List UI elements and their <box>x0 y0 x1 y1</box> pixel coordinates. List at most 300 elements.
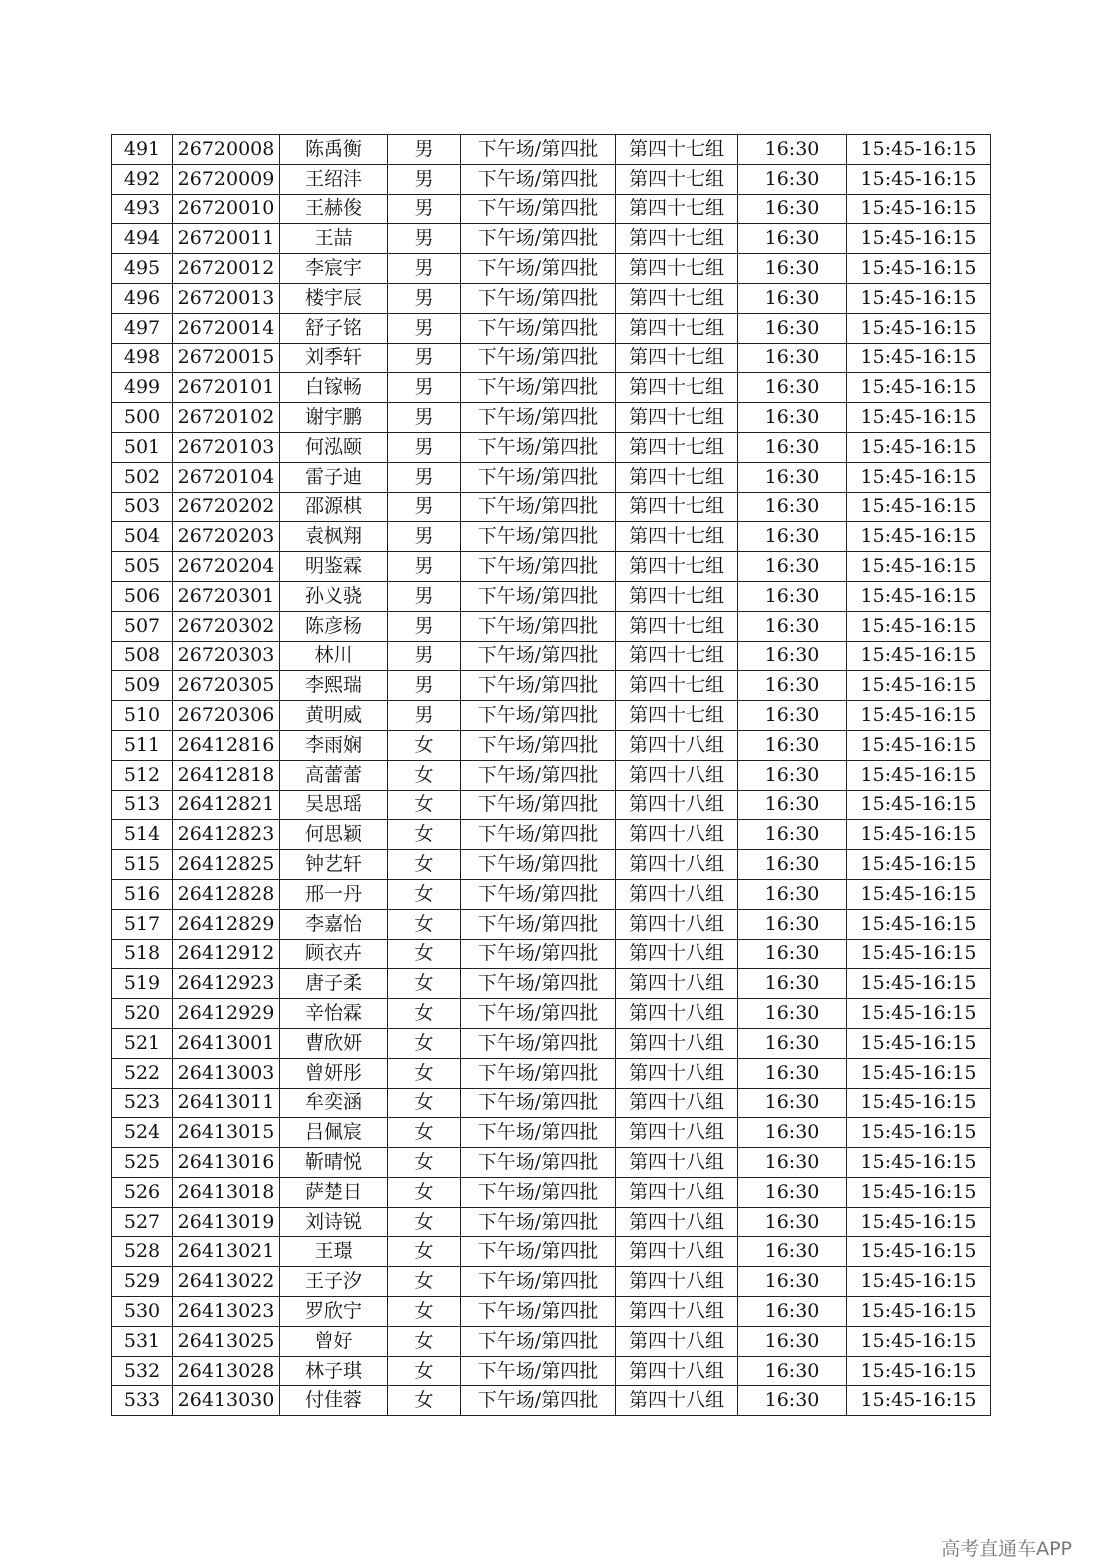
group-cell: 第四十七组 <box>616 313 738 343</box>
exam-id-cell: 26720104 <box>173 462 280 492</box>
row-number-cell: 495 <box>112 254 173 284</box>
time-cell: 16:30 <box>738 850 847 880</box>
table-row <box>112 1177 991 1207</box>
slot-cell: 15:45-16:15 <box>847 671 991 701</box>
exam-id-cell: 26720013 <box>173 283 280 313</box>
slot-cell: 15:45-16:15 <box>847 701 991 731</box>
exam-id-cell: 26720204 <box>173 552 280 582</box>
session-batch-cell: 下午场/第四批 <box>461 254 616 284</box>
slot-cell: 15:45-16:15 <box>847 1237 991 1267</box>
row-number-cell: 522 <box>112 1058 173 1088</box>
time-cell: 16:30 <box>738 939 847 969</box>
exam-id-cell: 26413023 <box>173 1297 280 1327</box>
gender-cell: 男 <box>388 522 461 552</box>
group-cell: 第四十八组 <box>616 790 738 820</box>
row-number-cell: 506 <box>112 581 173 611</box>
slot-cell: 15:45-16:15 <box>847 820 991 850</box>
gender-cell: 女 <box>388 1088 461 1118</box>
gender-cell: 女 <box>388 1058 461 1088</box>
slot-cell: 15:45-16:15 <box>847 641 991 671</box>
group-cell: 第四十八组 <box>616 820 738 850</box>
gender-cell: 女 <box>388 939 461 969</box>
row-number-cell: 532 <box>112 1356 173 1386</box>
exam-id-cell: 26720008 <box>173 135 280 165</box>
time-cell: 16:30 <box>738 552 847 582</box>
session-batch-cell: 下午场/第四批 <box>461 343 616 373</box>
row-number-cell: 496 <box>112 283 173 313</box>
table-row <box>112 254 991 284</box>
exam-id-cell: 26412912 <box>173 939 280 969</box>
gender-cell: 男 <box>388 254 461 284</box>
student-name-cell: 唐子柔 <box>280 969 388 999</box>
slot-cell: 15:45-16:15 <box>847 939 991 969</box>
exam-id-cell: 26412829 <box>173 909 280 939</box>
table-row <box>112 343 991 373</box>
student-name-cell: 陈禹衡 <box>280 135 388 165</box>
time-cell: 16:30 <box>738 1177 847 1207</box>
session-batch-cell: 下午场/第四批 <box>461 581 616 611</box>
gender-cell: 男 <box>388 611 461 641</box>
session-batch-cell: 下午场/第四批 <box>461 373 616 403</box>
gender-cell: 女 <box>388 1297 461 1327</box>
student-name-cell: 牟奕涵 <box>280 1088 388 1118</box>
exam-id-cell: 26720302 <box>173 611 280 641</box>
time-cell: 16:30 <box>738 671 847 701</box>
group-cell: 第四十七组 <box>616 671 738 701</box>
exam-id-cell: 26413011 <box>173 1088 280 1118</box>
student-name-cell: 袁枫翔 <box>280 522 388 552</box>
table-row <box>112 1386 991 1416</box>
group-cell: 第四十八组 <box>616 1326 738 1356</box>
exam-id-cell: 26412821 <box>173 790 280 820</box>
gender-cell: 男 <box>388 164 461 194</box>
session-batch-cell: 下午场/第四批 <box>461 820 616 850</box>
session-batch-cell: 下午场/第四批 <box>461 194 616 224</box>
time-cell: 16:30 <box>738 313 847 343</box>
time-cell: 16:30 <box>738 224 847 254</box>
exam-id-cell: 26720015 <box>173 343 280 373</box>
student-name-cell: 雷子迪 <box>280 462 388 492</box>
slot-cell: 15:45-16:15 <box>847 1386 991 1416</box>
session-batch-cell: 下午场/第四批 <box>461 462 616 492</box>
table-row <box>112 581 991 611</box>
exam-id-cell: 26720009 <box>173 164 280 194</box>
table-row <box>112 760 991 790</box>
gender-cell: 女 <box>388 999 461 1029</box>
session-batch-cell: 下午场/第四批 <box>461 1058 616 1088</box>
exam-id-cell: 26413018 <box>173 1177 280 1207</box>
time-cell: 16:30 <box>738 1148 847 1178</box>
gender-cell: 女 <box>388 1386 461 1416</box>
row-number-cell: 505 <box>112 552 173 582</box>
student-name-cell: 王赫俊 <box>280 194 388 224</box>
student-name-cell: 白镓畅 <box>280 373 388 403</box>
slot-cell: 15:45-16:15 <box>847 1058 991 1088</box>
gender-cell: 男 <box>388 403 461 433</box>
exam-id-cell: 26412823 <box>173 820 280 850</box>
group-cell: 第四十八组 <box>616 1148 738 1178</box>
gender-cell: 女 <box>388 820 461 850</box>
session-batch-cell: 下午场/第四批 <box>461 432 616 462</box>
student-name-cell: 曾妍彤 <box>280 1058 388 1088</box>
slot-cell: 15:45-16:15 <box>847 432 991 462</box>
exam-id-cell: 26413025 <box>173 1326 280 1356</box>
slot-cell: 15:45-16:15 <box>847 164 991 194</box>
row-number-cell: 502 <box>112 462 173 492</box>
table-row <box>112 432 991 462</box>
gender-cell: 女 <box>388 1326 461 1356</box>
exam-id-cell: 26412929 <box>173 999 280 1029</box>
table-row <box>112 909 991 939</box>
time-cell: 16:30 <box>738 462 847 492</box>
session-batch-cell: 下午场/第四批 <box>461 403 616 433</box>
time-cell: 16:30 <box>738 701 847 731</box>
slot-cell: 15:45-16:15 <box>847 790 991 820</box>
table-row <box>112 1297 991 1327</box>
table-row <box>112 164 991 194</box>
student-name-cell: 王璟 <box>280 1237 388 1267</box>
student-name-cell: 辛怡霖 <box>280 999 388 1029</box>
time-cell: 16:30 <box>738 1297 847 1327</box>
time-cell: 16:30 <box>738 581 847 611</box>
row-number-cell: 526 <box>112 1177 173 1207</box>
session-batch-cell: 下午场/第四批 <box>461 611 616 641</box>
exam-id-cell: 26720306 <box>173 701 280 731</box>
row-number-cell: 519 <box>112 969 173 999</box>
session-batch-cell: 下午场/第四批 <box>461 522 616 552</box>
slot-cell: 15:45-16:15 <box>847 1207 991 1237</box>
group-cell: 第四十八组 <box>616 1028 738 1058</box>
session-batch-cell: 下午场/第四批 <box>461 1237 616 1267</box>
group-cell: 第四十七组 <box>616 701 738 731</box>
group-cell: 第四十七组 <box>616 432 738 462</box>
gender-cell: 女 <box>388 850 461 880</box>
session-batch-cell: 下午场/第四批 <box>461 1297 616 1327</box>
gender-cell: 男 <box>388 492 461 522</box>
gender-cell: 女 <box>388 1207 461 1237</box>
row-number-cell: 524 <box>112 1118 173 1148</box>
row-number-cell: 523 <box>112 1088 173 1118</box>
exam-id-cell: 26720303 <box>173 641 280 671</box>
student-name-cell: 明鉴霖 <box>280 552 388 582</box>
student-name-cell: 吕佩宸 <box>280 1118 388 1148</box>
group-cell: 第四十八组 <box>616 1207 738 1237</box>
gender-cell: 男 <box>388 641 461 671</box>
group-cell: 第四十八组 <box>616 1177 738 1207</box>
slot-cell: 15:45-16:15 <box>847 522 991 552</box>
slot-cell: 15:45-16:15 <box>847 909 991 939</box>
session-batch-cell: 下午场/第四批 <box>461 1148 616 1178</box>
group-cell: 第四十七组 <box>616 135 738 165</box>
row-number-cell: 510 <box>112 701 173 731</box>
table-row <box>112 462 991 492</box>
gender-cell: 女 <box>388 909 461 939</box>
slot-cell: 15:45-16:15 <box>847 1356 991 1386</box>
student-name-cell: 谢宇鹏 <box>280 403 388 433</box>
table-row <box>112 313 991 343</box>
session-batch-cell: 下午场/第四批 <box>461 1028 616 1058</box>
time-cell: 16:30 <box>738 790 847 820</box>
table-row <box>112 701 991 731</box>
group-cell: 第四十七组 <box>616 641 738 671</box>
exam-id-cell: 26720010 <box>173 194 280 224</box>
gender-cell: 女 <box>388 1148 461 1178</box>
group-cell: 第四十八组 <box>616 850 738 880</box>
slot-cell: 15:45-16:15 <box>847 760 991 790</box>
student-name-cell: 何思颖 <box>280 820 388 850</box>
gender-cell: 女 <box>388 1237 461 1267</box>
gender-cell: 男 <box>388 194 461 224</box>
row-number-cell: 491 <box>112 135 173 165</box>
exam-id-cell: 26413019 <box>173 1207 280 1237</box>
time-cell: 16:30 <box>738 641 847 671</box>
table-row <box>112 850 991 880</box>
exam-id-cell: 26720305 <box>173 671 280 701</box>
row-number-cell: 511 <box>112 730 173 760</box>
row-number-cell: 503 <box>112 492 173 522</box>
time-cell: 16:30 <box>738 1207 847 1237</box>
time-cell: 16:30 <box>738 164 847 194</box>
row-number-cell: 498 <box>112 343 173 373</box>
slot-cell: 15:45-16:15 <box>847 581 991 611</box>
group-cell: 第四十七组 <box>616 492 738 522</box>
student-name-cell: 王喆 <box>280 224 388 254</box>
row-number-cell: 494 <box>112 224 173 254</box>
student-name-cell: 林子琪 <box>280 1356 388 1386</box>
student-name-cell: 曹欣妍 <box>280 1028 388 1058</box>
gender-cell: 女 <box>388 1267 461 1297</box>
slot-cell: 15:45-16:15 <box>847 730 991 760</box>
table-row <box>112 1058 991 1088</box>
session-batch-cell: 下午场/第四批 <box>461 939 616 969</box>
group-cell: 第四十八组 <box>616 1058 738 1088</box>
exam-id-cell: 26413030 <box>173 1386 280 1416</box>
row-number-cell: 507 <box>112 611 173 641</box>
time-cell: 16:30 <box>738 1356 847 1386</box>
session-batch-cell: 下午场/第四批 <box>461 492 616 522</box>
group-cell: 第四十八组 <box>616 1088 738 1118</box>
time-cell: 16:30 <box>738 760 847 790</box>
session-batch-cell: 下午场/第四批 <box>461 1386 616 1416</box>
time-cell: 16:30 <box>738 969 847 999</box>
session-batch-cell: 下午场/第四批 <box>461 224 616 254</box>
row-number-cell: 515 <box>112 850 173 880</box>
group-cell: 第四十七组 <box>616 373 738 403</box>
row-number-cell: 521 <box>112 1028 173 1058</box>
row-number-cell: 520 <box>112 999 173 1029</box>
student-name-cell: 吴思瑶 <box>280 790 388 820</box>
student-name-cell: 顾衣卉 <box>280 939 388 969</box>
exam-id-cell: 26413028 <box>173 1356 280 1386</box>
row-number-cell: 497 <box>112 313 173 343</box>
slot-cell: 15:45-16:15 <box>847 194 991 224</box>
exam-id-cell: 26412825 <box>173 850 280 880</box>
row-number-cell: 528 <box>112 1237 173 1267</box>
exam-id-cell: 26413022 <box>173 1267 280 1297</box>
session-batch-cell: 下午场/第四批 <box>461 135 616 165</box>
time-cell: 16:30 <box>738 1326 847 1356</box>
exam-id-cell: 26720011 <box>173 224 280 254</box>
gender-cell: 男 <box>388 313 461 343</box>
exam-id-cell: 26413021 <box>173 1237 280 1267</box>
table-row <box>112 879 991 909</box>
group-cell: 第四十七组 <box>616 194 738 224</box>
slot-cell: 15:45-16:15 <box>847 254 991 284</box>
group-cell: 第四十八组 <box>616 730 738 760</box>
gender-cell: 男 <box>388 432 461 462</box>
group-cell: 第四十七组 <box>616 522 738 552</box>
time-cell: 16:30 <box>738 1267 847 1297</box>
time-cell: 16:30 <box>738 135 847 165</box>
session-batch-cell: 下午场/第四批 <box>461 1326 616 1356</box>
row-number-cell: 501 <box>112 432 173 462</box>
group-cell: 第四十八组 <box>616 1267 738 1297</box>
student-name-cell: 李雨娴 <box>280 730 388 760</box>
session-batch-cell: 下午场/第四批 <box>461 879 616 909</box>
exam-id-cell: 26413016 <box>173 1148 280 1178</box>
time-cell: 16:30 <box>738 1118 847 1148</box>
session-batch-cell: 下午场/第四批 <box>461 1207 616 1237</box>
slot-cell: 15:45-16:15 <box>847 611 991 641</box>
time-cell: 16:30 <box>738 432 847 462</box>
time-cell: 16:30 <box>738 343 847 373</box>
table-row <box>112 522 991 552</box>
exam-id-cell: 26412828 <box>173 879 280 909</box>
student-name-cell: 付佳蓉 <box>280 1386 388 1416</box>
row-number-cell: 514 <box>112 820 173 850</box>
time-cell: 16:30 <box>738 522 847 552</box>
student-name-cell: 陈彦杨 <box>280 611 388 641</box>
slot-cell: 15:45-16:15 <box>847 492 991 522</box>
row-number-cell: 533 <box>112 1386 173 1416</box>
slot-cell: 15:45-16:15 <box>847 1177 991 1207</box>
table-row <box>112 641 991 671</box>
group-cell: 第四十七组 <box>616 254 738 284</box>
student-name-cell: 孙义骁 <box>280 581 388 611</box>
student-name-cell: 高蕾蕾 <box>280 760 388 790</box>
student-name-cell: 舒子铭 <box>280 313 388 343</box>
row-number-cell: 492 <box>112 164 173 194</box>
time-cell: 16:30 <box>738 611 847 641</box>
exam-id-cell: 26412818 <box>173 760 280 790</box>
group-cell: 第四十七组 <box>616 552 738 582</box>
table-row <box>112 373 991 403</box>
slot-cell: 15:45-16:15 <box>847 1267 991 1297</box>
slot-cell: 15:45-16:15 <box>847 1326 991 1356</box>
group-cell: 第四十八组 <box>616 760 738 790</box>
exam-id-cell: 26720102 <box>173 403 280 433</box>
row-number-cell: 508 <box>112 641 173 671</box>
row-number-cell: 525 <box>112 1148 173 1178</box>
gender-cell: 男 <box>388 701 461 731</box>
slot-cell: 15:45-16:15 <box>847 1148 991 1178</box>
exam-id-cell: 26720101 <box>173 373 280 403</box>
slot-cell: 15:45-16:15 <box>847 135 991 165</box>
table-row <box>112 790 991 820</box>
time-cell: 16:30 <box>738 999 847 1029</box>
session-batch-cell: 下午场/第四批 <box>461 850 616 880</box>
time-cell: 16:30 <box>738 492 847 522</box>
time-cell: 16:30 <box>738 373 847 403</box>
time-cell: 16:30 <box>738 194 847 224</box>
row-number-cell: 504 <box>112 522 173 552</box>
table-row <box>112 1118 991 1148</box>
group-cell: 第四十七组 <box>616 224 738 254</box>
slot-cell: 15:45-16:15 <box>847 1088 991 1118</box>
group-cell: 第四十八组 <box>616 999 738 1029</box>
exam-id-cell: 26412816 <box>173 730 280 760</box>
gender-cell: 男 <box>388 552 461 582</box>
gender-cell: 女 <box>388 730 461 760</box>
session-batch-cell: 下午场/第四批 <box>461 283 616 313</box>
slot-cell: 15:45-16:15 <box>847 403 991 433</box>
student-name-cell: 林川 <box>280 641 388 671</box>
table-row <box>112 224 991 254</box>
exam-id-cell: 26720103 <box>173 432 280 462</box>
session-batch-cell: 下午场/第四批 <box>461 701 616 731</box>
group-cell: 第四十七组 <box>616 403 738 433</box>
exam-id-cell: 26720202 <box>173 492 280 522</box>
row-number-cell: 493 <box>112 194 173 224</box>
time-cell: 16:30 <box>738 1058 847 1088</box>
table-row <box>112 1207 991 1237</box>
slot-cell: 15:45-16:15 <box>847 462 991 492</box>
row-number-cell: 529 <box>112 1267 173 1297</box>
student-name-cell: 何泓颐 <box>280 432 388 462</box>
time-cell: 16:30 <box>738 1088 847 1118</box>
slot-cell: 15:45-16:15 <box>847 1297 991 1327</box>
slot-cell: 15:45-16:15 <box>847 224 991 254</box>
exam-id-cell: 26720203 <box>173 522 280 552</box>
student-name-cell: 刘诗锐 <box>280 1207 388 1237</box>
time-cell: 16:30 <box>738 1237 847 1267</box>
gender-cell: 男 <box>388 224 461 254</box>
student-name-cell: 邵源棋 <box>280 492 388 522</box>
table-row <box>112 1088 991 1118</box>
group-cell: 第四十八组 <box>616 1237 738 1267</box>
gender-cell: 男 <box>388 283 461 313</box>
student-name-cell: 邢一丹 <box>280 879 388 909</box>
gender-cell: 男 <box>388 671 461 701</box>
row-number-cell: 509 <box>112 671 173 701</box>
table-row <box>112 552 991 582</box>
group-cell: 第四十八组 <box>616 1297 738 1327</box>
group-cell: 第四十七组 <box>616 343 738 373</box>
session-batch-cell: 下午场/第四批 <box>461 969 616 999</box>
exam-id-cell: 26720301 <box>173 581 280 611</box>
group-cell: 第四十八组 <box>616 909 738 939</box>
table-row <box>112 671 991 701</box>
group-cell: 第四十七组 <box>616 611 738 641</box>
row-number-cell: 516 <box>112 879 173 909</box>
table-row <box>112 403 991 433</box>
gender-cell: 女 <box>388 969 461 999</box>
session-batch-cell: 下午场/第四批 <box>461 1356 616 1386</box>
table-row <box>112 969 991 999</box>
student-name-cell: 黄明威 <box>280 701 388 731</box>
table-row <box>112 283 991 313</box>
row-number-cell: 530 <box>112 1297 173 1327</box>
slot-cell: 15:45-16:15 <box>847 373 991 403</box>
row-number-cell: 527 <box>112 1207 173 1237</box>
group-cell: 第四十八组 <box>616 879 738 909</box>
group-cell: 第四十七组 <box>616 164 738 194</box>
time-cell: 16:30 <box>738 879 847 909</box>
time-cell: 16:30 <box>738 820 847 850</box>
student-name-cell: 李嘉怡 <box>280 909 388 939</box>
time-cell: 16:30 <box>738 283 847 313</box>
row-number-cell: 518 <box>112 939 173 969</box>
